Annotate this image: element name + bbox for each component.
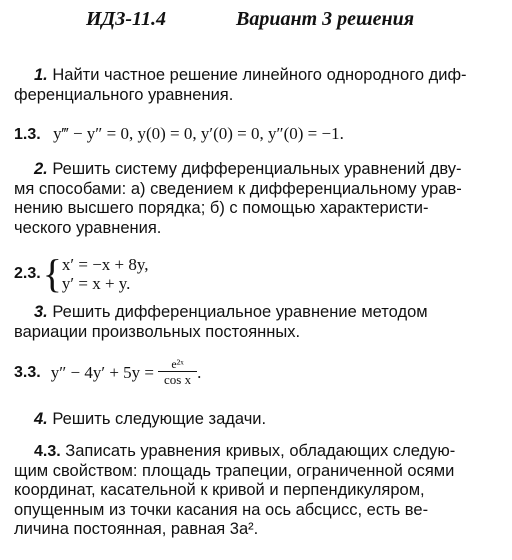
task-2-text (14, 160, 462, 238)
task-3-line: вариации произвольных постоянных. (14, 322, 301, 341)
task-4-text (34, 410, 266, 430)
system-eq-2: y′ = x + y. (61, 274, 131, 293)
system-eq-1: x′ = −x + 8y, (61, 255, 149, 274)
problem-2-3 (14, 251, 149, 296)
task-2-line: ческого уравнения. (14, 218, 162, 237)
problem-3-3 (14, 358, 201, 387)
fraction (158, 358, 197, 387)
problem-4-3-line: опущенным из точки касания на ось абсцисс, есть ве- (14, 500, 429, 519)
problem-label: 2.3. (14, 265, 41, 282)
system-equations (62, 255, 149, 293)
assignment-code: ИДЗ-11.4 (86, 8, 166, 30)
variant-title: Вариант 3 решения (236, 8, 415, 30)
task-1-line: ференциального уравнения. (14, 85, 234, 104)
task-1-line: Найти частное решение линейного однородного диф- (52, 66, 467, 84)
problem-label: 4.3. (34, 443, 61, 460)
problem-tail: . (197, 362, 202, 382)
problem-4-3-line: Записать уравнения кривых, обладающих следую- (65, 442, 456, 460)
task-1-number: 1. (34, 66, 48, 84)
system-brace: { (42, 251, 62, 296)
task-2-line: Решить систему дифференциальных уравнений дву- (52, 160, 462, 178)
task-2-line: нению высшего порядка; б) с помощью характеристи- (14, 199, 429, 217)
problem-4-3 (14, 442, 455, 540)
problem-lhs: y″ − 4y′ + 5y = (50, 362, 154, 382)
task-2-line: мя способами: а) сведением к дифференциальному урав- (14, 179, 462, 198)
task-3-line: Решить дифференциальное уравнение методом (52, 303, 428, 321)
problem-label: 3.3. (14, 363, 41, 381)
task-2-number: 2. (34, 160, 48, 178)
task-3-number: 3. (34, 303, 48, 321)
fraction-denominator: cos x (158, 371, 197, 387)
problem-4-3-line: личина постоянная, равная 3a². (14, 520, 259, 538)
problem-1-3 (14, 124, 344, 144)
problem-label: 1.3. (14, 126, 41, 143)
task-4-number: 4. (34, 410, 48, 428)
problem-4-3-line: координат, касательной к кривой и перпендикуляром, (14, 481, 425, 499)
problem-equation: y‴ − y″ = 0, y(0) = 0, y′(0) = 0, y″(0) = −1. (53, 124, 344, 143)
task-1-text (14, 66, 467, 105)
problem-4-3-line: щим свойством: площадь трапеции, ограниченной осями (14, 461, 455, 480)
task-3-text (14, 303, 508, 342)
fraction-numerator: e²ˣ (171, 357, 184, 371)
task-4-line: Решить следующие задачи. (52, 410, 267, 428)
